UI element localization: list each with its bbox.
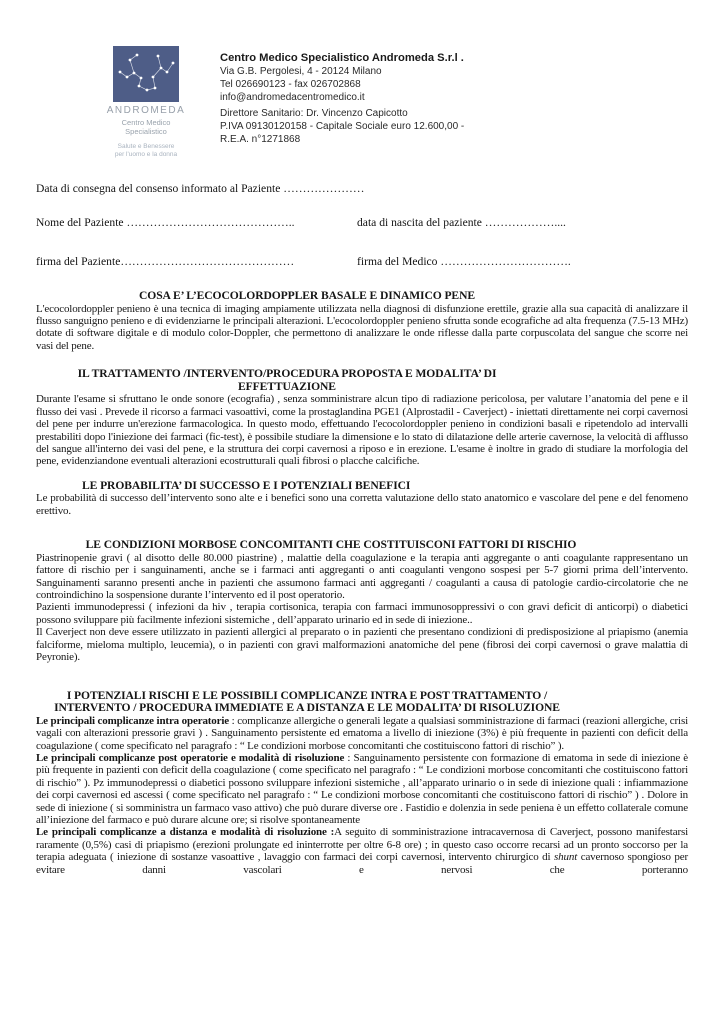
constellation-graphic <box>113 46 179 102</box>
field-patient-signature: firma del Paziente……………………………………… <box>36 255 295 268</box>
letterhead <box>0 0 724 168</box>
section-title-risk-conditions: LE CONDIZIONI MORBOSE CONCOMITANTI CHE COSTITUISCONI FATTORI DI RISCHIO <box>85 538 577 552</box>
section-what-paragraph: L'ecocolordoppler penieno è una tecnica di imaging ampiamente utilizzata nella diagnosi di disfunzione erettile, grazie alla sua capacità di analizzare il flusso sanguigno penieno e di evidenziarne le principali alterazioni. L'ecocolordoppler penieno sfrutta sonde ecografiche ad alta frequenza (7.5-13 MHz) dotate di software digitale e di modulo color-Doppler, che permettono di analizzare le onde riflesse dalla parte corpuscolata del sangue che scorre nei vasi del pene. <box>36 302 688 352</box>
logo-tagline-line1: Salute e Benessere <box>117 143 175 150</box>
company-phone-fax: Tel 026690123 - fax 026702868 <box>220 79 361 91</box>
risks-postoperative-label: Le principali complicanze post operatorie e modalità di risoluzione <box>36 751 345 764</box>
risks-shunt-term: shunt <box>554 851 578 864</box>
section-title-success: LE PROBABILITA’ DI SUCCESSO E I POTENZIALI BENEFICI <box>82 478 411 492</box>
field-patient-birth-date: data di nascita del paziente ……………….... <box>357 216 566 229</box>
section-title-treatment: IL TRATTAMENTO /INTERVENTO/PROCEDURA PROPOSTA E MODALITA’ DI EFFETTUAZIONE <box>77 367 497 393</box>
consent-form-fields <box>36 182 688 268</box>
logo-tagline <box>100 143 192 158</box>
risks-postoperative-paragraph <box>36 752 688 826</box>
risks-intraoperative-text: : complicanze allergiche o generali legate a qualsiasi somministrazione di farmaci (reazioni allergiche, crisi vagali con alterazioni pressorie gravi ) . Sanguinamento persistente ed ematoma a livello di iniezione (3%) è più frequente in pazienti con deficit della coagulazione ( come specificato nel paragrafo : “ Le condizioni morbose concomitanti che costituiscono fattori di rischio” ). <box>36 714 688 752</box>
section-conditions-paragraph-1: Piastrinopenie gravi ( al disotto delle 80.000 piastrine) , malattie della coagulazione e la terapia anti aggregante o anti coagulante rappresentano un fattore di rischio per i sanguinamenti, anche se i farmaci anti aggreganti o anti coagulanti vengono sospesi per 5-7 giorni prima dell’intervento. Sanguinamenti saranno presenti anche in pazienti che assumono farmaci anti aggreganti / coagulanti a causa di patologie cardio-circolatorie che ne controindichino la sospensione durante l’intervento ed il post operatorio. <box>36 551 688 602</box>
section-success-paragraph: Le probabilità di successo dell’intervento sono alte e i benefici sono una corretta valutazione dello stato anatomico e vascolare del pene e del fenomeno erettivo. <box>36 492 688 517</box>
field-patient-name: Nome del Paziente …………………………………….. <box>36 216 295 229</box>
logo-subtitle-line2: Specialistico <box>125 126 167 136</box>
risks-postoperative-text: : Sanguinamento persistente con formazione di ematoma in sede di iniezione è più frequente in pazienti con deficit della coagulazione ( come specificato nel paragrafo : “ Le condizioni morbose concomitanti che costituiscono fattori di rischio” ). Pz immunodepressi o diabetici possono sviluppare infezioni sistemiche , all’apparato urinario o in sede di iniezione quali : infiammazione dei corpi cavernosi ed ascessi ( come specificato nel paragrafo : “ Le condizioni morbose concomitanti che costituiscono fattori di rischio” ) . Dolore in sede di iniezione ( si somministra un farmaco vaso attivo) che può durare diverse ore . Fastidio e dolenzia in sede peniena è un effetto collaterale comune all’iniezione del farmaco e può durare alcune ore; si risolve spontaneamente <box>36 751 688 826</box>
company-rea: R.E.A. n°1271868 <box>220 134 301 146</box>
form-row-signatures <box>36 255 688 268</box>
company-info <box>220 46 464 168</box>
company-email: info@andromedacentromedico.it <box>220 92 365 104</box>
risks-longterm-label: Le principali complicanze a distanza e modalità di risoluzione : <box>36 826 335 839</box>
risks-intraoperative-paragraph <box>36 715 688 752</box>
logo-wordmark: ANDROMEDA <box>106 105 186 116</box>
risks-longterm-text-2: cavernoso spongioso per evitare danni vascolari e nervosi che porteranno <box>36 851 688 876</box>
section-treatment-paragraph: Durante l'esame si sfruttano le onde sonore (ecografia) , senza somministrare alcun tipo di radiazione pericolosa, per valutare l’anatomia del pene e il flusso dei vasi . Prevede il ricorso a farmaci vasoattivi, come la prostaglandina PGE1 (Alprostadil - Caverject) - iniettati direttamente nei corpi cavernosi del pene per indurre un'erezione farmacologica. In questo modo, effettuando l'ecocolordoppler penieno in condizioni basali e ripetendolo ad intervalli prestabiliti dopo l'iniezione dei farmaci (fic-test), è possibile studiare la dimensione e lo stato di dilatazione delle arterie cavernose, la velocità di afflusso del sangue all'interno dei vasi del pene, e la struttura dei corpi cavernosi a riposo e in erezione. L'esame è inoltre in grado di studiare la morfologia del pene, evidenziandone eventuali alterazioni ecostrutturali quali fibrosi o placche calcifiche. <box>36 393 688 468</box>
section-title-risks-line2: INTERVENTO / PROCEDURA IMMEDIATE E A DISTANZA E LE MODALITA’ DI RISOLUZIONE <box>54 701 560 715</box>
company-name: Centro Medico Specialistico Andromeda S.r.l . <box>220 52 464 64</box>
field-doctor-signature: firma del Medico ……………………………. <box>357 255 571 268</box>
document-body <box>36 290 688 876</box>
company-address: Via G.B. Pergolesi, 4 - 20124 Milano <box>220 66 382 77</box>
risks-longterm-text-1: A seguito di somministrazione intracavernosa di Caverject, possono manifestarsi raramente (0,5%) casi di priapismo (erezioni prolungate ed ininterrotte per oltre 6-8 ore) ; in questo caso occorre recarsi ad un pronto soccorso per la terapia adeguata ( iniezione di sostanze vasoattive , lavaggio con farmaci dei corpi cavernosi, intervento chirurgico di <box>36 826 688 864</box>
section-title-risks-complications <box>36 690 578 715</box>
section-conditions-paragraph-3: Il Caverject non deve essere utilizzato in pazienti allergici al preparato o in pazienti che presentano condizioni di predisposizione al priapismo (anemia falciforme, mieloma multiplo, leucemia), o in pazienti con gravi malformazioni anatomiche del pene (fibrosi dei corpi cavernosi o grave malattia di Peyronie). <box>36 626 688 664</box>
section-title-what-is: COSA E’ L’ECOCOLORDOPPLER BASALE E DINAMICO PENE <box>139 289 475 302</box>
section-conditions-paragraph-2: Pazienti immunodepressi ( infezioni da hiv , terapia cortisonica, terapia con farmaci immunosoppressivi o con gravi deficit di anticorpi) o diabetici possono sviluppare più facilmente infezioni sistemiche , dell’apparato urinario ed in sede di iniezione.. <box>36 601 688 626</box>
field-consent-delivery-date: Data di consegna del consenso informato al Paziente ………………… <box>36 182 365 195</box>
section-title-risks-line1: I POTENZIALI RISCHI E LE POSSIBILI COMPLICANZE INTRA E POST TRATTAMENTO / <box>66 688 548 702</box>
logo-subtitle-line1: Centro Medico <box>121 118 171 127</box>
logo-tagline-line2: per l'uomo e la donna <box>114 150 178 158</box>
risks-intraoperative-label: Le principali complicanze intra operatorie <box>36 714 230 727</box>
risks-longterm-paragraph <box>36 826 688 876</box>
form-row-patient <box>36 216 688 229</box>
form-row-delivery-date <box>36 182 688 195</box>
company-vat: P.IVA 09130120158 - Capitale Sociale euro 12.600,00 - <box>220 120 465 132</box>
company-director: Direttore Sanitario: Dr. Vincenzo Capicotto <box>220 107 408 119</box>
andromeda-constellation-icon <box>113 46 179 102</box>
logo-subtitle <box>100 119 192 136</box>
clinic-logo <box>100 46 192 168</box>
